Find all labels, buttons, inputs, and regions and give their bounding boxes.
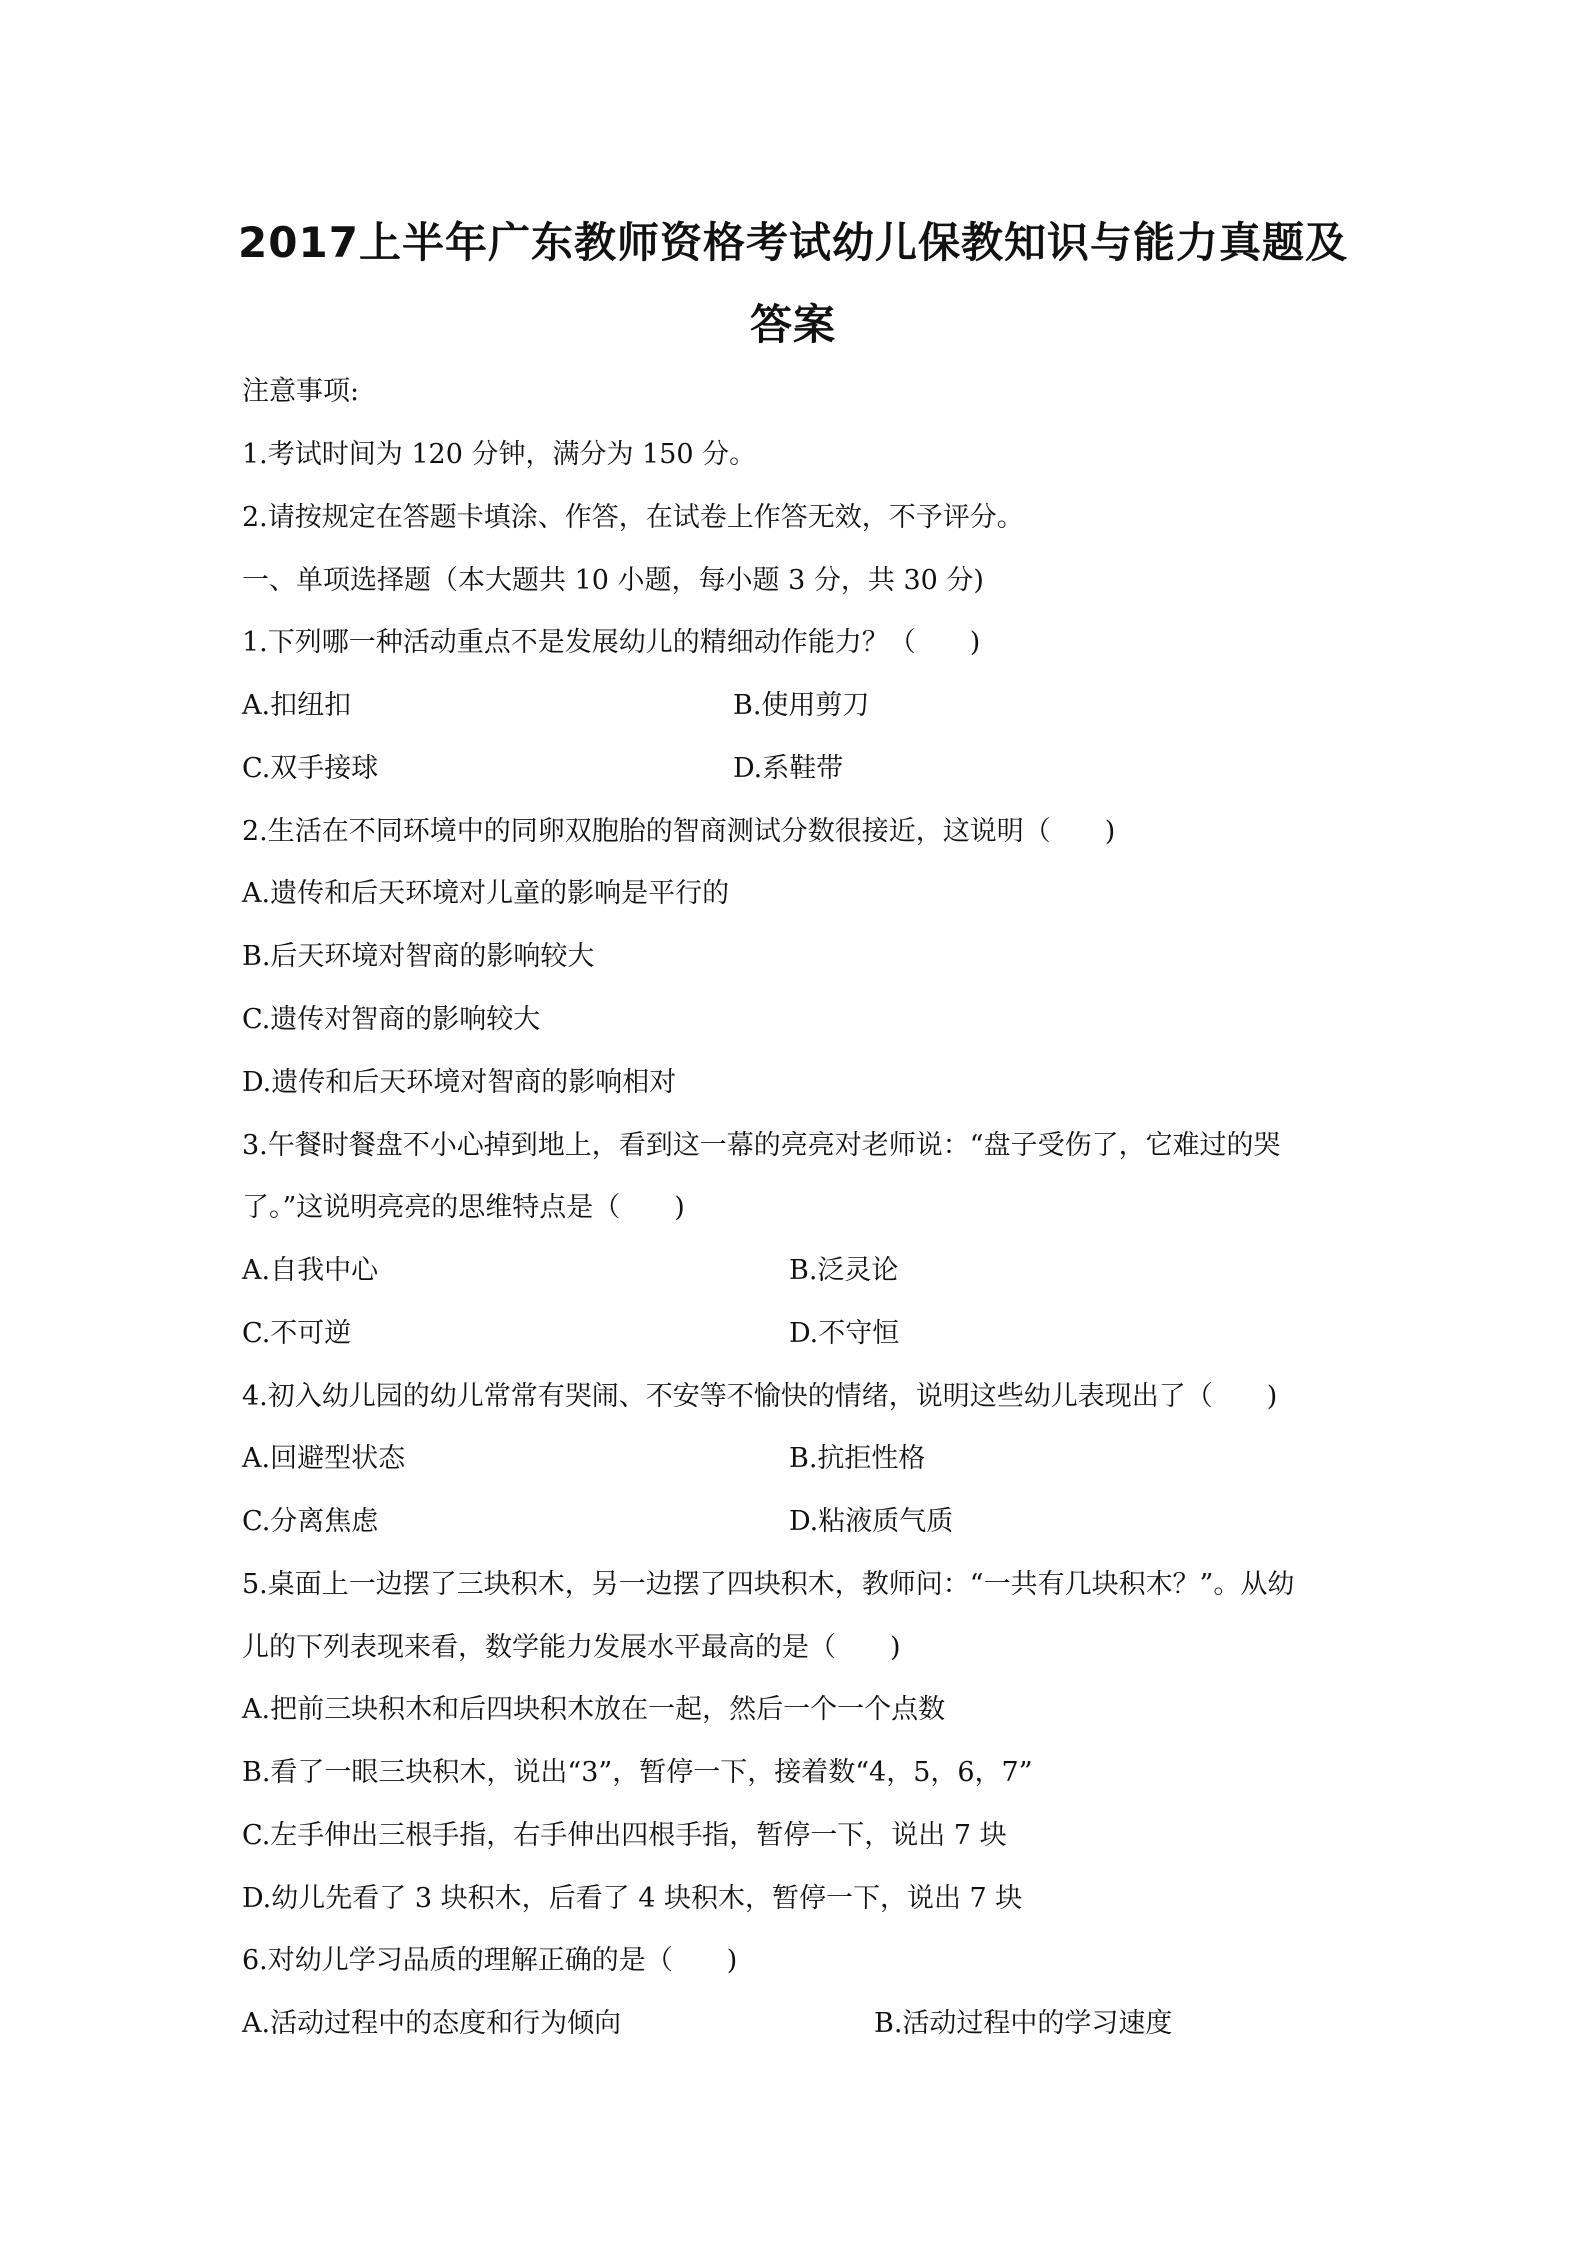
question-4-option-b: B.抗拒性格 <box>789 1443 926 1474</box>
question-3-option-d: D.不守恒 <box>789 1318 900 1349</box>
question-3-option-a: A.自我中心 <box>242 1255 379 1286</box>
question-3-option-c: C.不可逆 <box>242 1318 352 1349</box>
question-3-stem-line-2: 了。”这说明亮亮的思维特点是（ ) <box>242 1192 685 1223</box>
question-4-option-c: C.分离焦虑 <box>242 1506 379 1537</box>
document-title-line-2: 答案 <box>749 300 836 349</box>
notice-item-1: 1.考试时间为 120 分钟，满分为 150 分。 <box>242 439 757 470</box>
question-4-option-a: A.回避型状态 <box>242 1443 406 1474</box>
document-title-line-1: 2017上半年广东教师资格考试幼儿保教知识与能力真题及 <box>238 218 1348 267</box>
question-3-option-b: B.泛灵论 <box>789 1255 899 1286</box>
question-3-stem-line-1: 3.午餐时餐盘不小心掉到地上，看到这一幕的亮亮对老师说：“盘子受伤了，它难过的哭 <box>242 1130 1281 1161</box>
question-6-option-a: A.活动过程中的态度和行为倾向 <box>242 2008 622 2039</box>
notice-item-2: 2.请按规定在答题卡填涂、作答，在试卷上作答无效，不予评分。 <box>242 502 1024 533</box>
question-4-option-d: D.粘液质气质 <box>789 1506 954 1537</box>
question-5-option-c: C.左手伸出三根手指，右手伸出四根手指，暂停一下，说出 7 块 <box>242 1820 1007 1851</box>
question-4-stem: 4.初入幼儿园的幼儿常常有哭闹、不安等不愉快的情绪，说明这些幼儿表现出了（ ) <box>242 1381 1278 1412</box>
question-2-option-b: B.后天环境对智商的影响较大 <box>242 941 595 972</box>
question-6-option-b: B.活动过程中的学习速度 <box>874 2008 1173 2039</box>
question-1-option-c: C.双手接球 <box>242 753 379 784</box>
notice-heading: 注意事项: <box>242 376 360 407</box>
question-1-stem: 1.下列哪一种活动重点不是发展幼儿的精细动作能力？（ ) <box>242 627 981 658</box>
question-6-stem: 6.对幼儿学习品质的理解正确的是（ ) <box>242 1945 738 1976</box>
question-5-stem-line-2: 儿的下列表现来看，数学能力发展水平最高的是（ ) <box>242 1632 901 1663</box>
question-5-option-a: A.把前三块积木和后四块积木放在一起，然后一个一个点数 <box>242 1694 946 1725</box>
question-2-option-d: D.遗传和后天环境对智商的影响相对 <box>242 1067 677 1098</box>
question-5-option-b: B.看了一眼三块积木，说出“3”，暂停一下，接着数“4，5，6，7” <box>242 1757 1033 1788</box>
question-2-stem: 2.生活在不同环境中的同卵双胞胎的智商测试分数很接近，这说明（ ) <box>242 816 1116 847</box>
section-heading: 一、单项选择题（本大题共 10 小题，每小题 3 分，共 30 分) <box>242 565 984 596</box>
question-2-option-a: A.遗传和后天环境对儿童的影响是平行的 <box>242 878 730 909</box>
question-1-option-d: D.系鞋带 <box>733 753 844 784</box>
question-2-option-c: C.遗传对智商的影响较大 <box>242 1004 541 1035</box>
question-5-option-d: D.幼儿先看了 3 块积木，后看了 4 块积木，暂停一下，说出 7 块 <box>242 1883 1023 1914</box>
question-1-option-a: A.扣纽扣 <box>242 690 352 721</box>
question-5-stem-line-1: 5.桌面上一边摆了三块积木，另一边摆了四块积木，教师问：“一共有几块积木？”。从幼 <box>242 1569 1295 1600</box>
question-1-option-b: B.使用剪刀 <box>733 690 870 721</box>
